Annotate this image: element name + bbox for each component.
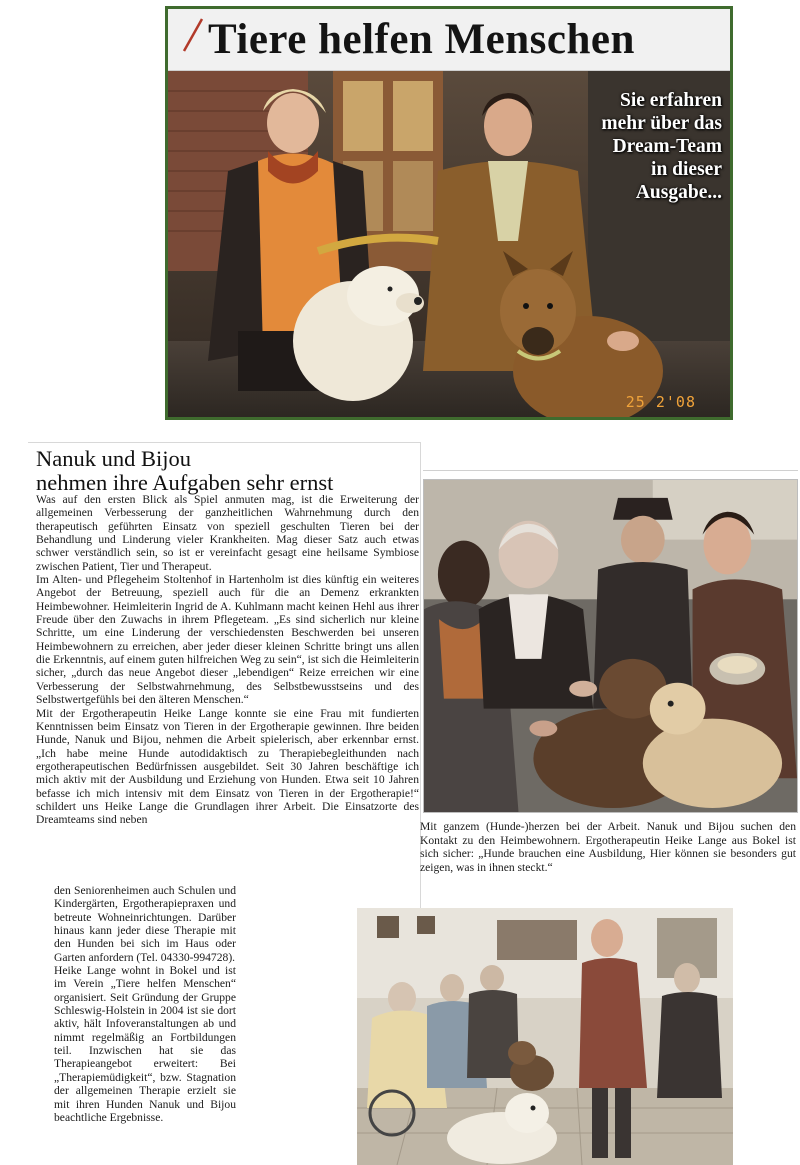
mid-photo-frame (423, 479, 798, 813)
article-body-narrow (54, 884, 236, 1124)
article-paragraph: Im Alten- und Pflegeheim Stoltenhof in Hartenholm ist dies künftig ein weiteres Angebot der Betreuung, speziell auch für die an Demenz erkrankten Heimbewohner. Heimleiterin Ingrid de A. Kuhlmann macht keinen Hehl aus ihrer Freude über den Zuwachs in ihrem Pflegeteam. „Es sind sicherlich nur kleine Schritte, um eine Linderung der verschiedensten Beschwerden bei unseren Heimbewohnern zu erreichen, aber jeder dieser kleinen Schritte bringt uns allen die Erkenntnis, auf einem guten hilfreichen Weg zu sein“, ist sich die Heimleiterin sicher, „durch das neue Angebot dieser „lebendigen“ Reize erreichen wir eine Verbesserung der Selbstwahrnehmung, des Selbstbewusstseins und des Selbstwertgefühls bei den älteren Menschen.“ (36, 573, 419, 707)
overlay-line: mehr über das (601, 113, 722, 134)
overlay-line: Sie erfahren (620, 90, 722, 111)
article-body (36, 493, 419, 827)
photo-caption: Mit ganzem (Hunde-)herzen bei der Arbeit. Nanuk und Bijou suchen den Kontakt zu den Heimbewohnern. Ergotherapeutin Heike Lange aus Bokel ist sich sicher: „Hunde brauchen eine Ausbildung, Hier können sie besonders gut zeigen, was in ihnen steckt.“ (420, 820, 796, 875)
article-title-line1: Nanuk und Bijou (36, 446, 191, 471)
headline-band (168, 9, 730, 71)
overlay-line: Dream-Team (612, 136, 722, 157)
divider (423, 470, 798, 471)
bottom-photo-dayroom (357, 908, 733, 1165)
mid-photo-residents-with-dogs (424, 480, 797, 812)
article-paragraph: Mit der Ergotherapeutin Heike Lange konnte sie eine Frau mit fundierten Kenntnissen beim Einsatz von Tieren in der Ergotherapie gewinnen. Ihre beiden Hunde, Nanuk und Bijou, nehmen die Arbeit spielerisch, aber erkennbar ernst. „Ich habe meine Hunde autodidaktisch zu Therapiebegleithunden nach ergotherapeutischen Bedürfnissen ausgebildet. Seit 30 Jahren beschäftige ich mich aktiv mit der Ausbildung und Erziehung von Hunden. Etwa seit 10 Jahren befasse ich mich intensiv mit dem Einsatz von Tieren in der Ergotherapie!“ schildert uns Heike Lange die Grundlagen ihrer Arbeit. Die Einsatzorte des Dreamteams sind neben (36, 706, 419, 827)
pen-mark-icon (180, 15, 206, 55)
article-title (36, 447, 333, 495)
overlay-line: in dieser (651, 159, 722, 180)
photo-overlay-caption (562, 89, 722, 204)
article-paragraph: Was auf den ersten Blick als Spiel anmuten mag, ist die Erweiterung der allgemeinen Verbesserung der ganzheitlichen Wahrnehmung durch den therapeutisch geführten Einsatz von speziell geschulten Tieren bei der Behandlung und Linderung vieler Krankheiten. Mag dieser Satz auch etwas schwer verständlich sein, so ist er vereinfacht gesagt eine heilsame Symbiose zwischen Patient, Tier und Therapeut. (36, 493, 419, 573)
article-paragraph: den Seniorenheimen auch Schulen und Kindergärten, Ergotherapiepraxen und betreute Wohneinrichtungen. Darüber hinaus kann jeder diese Therapie mit den Hunden bei sich im Haus oder Garten anfordern (Tel. 04330-994728). (54, 884, 236, 964)
article-paragraph: Heike Lange wohnt in Bokel und ist im Verein „Tiere helfen Menschen“ organisiert. Seit Gründung der Gruppe Schleswig-Holstein in 2004 ist sie dort aktiv, hält Infoveranstaltungen ab und nimmt regelmäßig an Fortbildungen teil. Inzwischen hat sie das Therapieangebot erweitert: Bei „Therapiemüdigkeit“, bzw. Stagnation der allgemeinen Therapie erzielt sie mit ihren Hunden Nanuk und Bijou beachtliche Ergebnisse. (54, 964, 236, 1124)
bottom-photo-frame (357, 908, 733, 1165)
photo-date-stamp: 25 2'08 (625, 393, 696, 411)
headline-photo-frame (165, 6, 733, 420)
main-headline: Tiere helfen Menschen (208, 16, 635, 63)
article-title-line2: nehmen ihre Aufgaben sehr ernst (36, 470, 334, 495)
overlay-line: Ausgabe... (635, 182, 722, 203)
